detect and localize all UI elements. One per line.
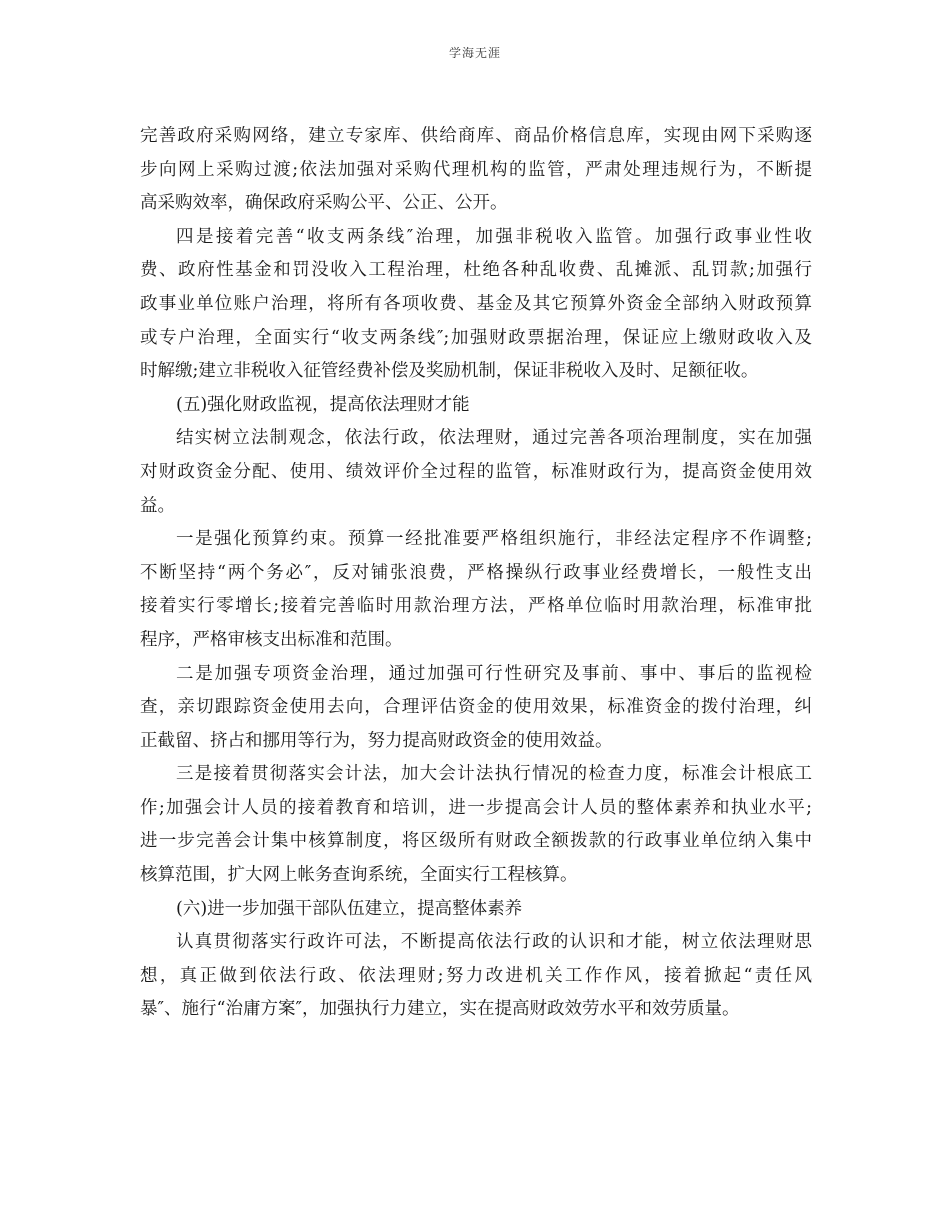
- text-line: (六)进一步加强干部队伍建立，提高整体素养: [176, 898, 523, 919]
- text-line: 一是强化预算约束。预算一经批准要严格组织施行，非经法定程序不作调整;: [176, 529, 812, 550]
- text-line: 三是接着贯彻落实会计法，加大会计法执行情况的检查力度，标准会计根底工: [176, 764, 812, 785]
- text-line: 对财政资金分配、使用、绩效评价全过程的监管，标准财政行为，提高资金使用效: [140, 461, 812, 482]
- text-line: 高采购效率，确保政府采购公平、公正、公开。: [140, 193, 508, 214]
- text-line: 认真贯彻落实行政许可法，不断提高依法行政的认识和才能，树立依法理财思: [176, 932, 812, 953]
- text-line: 政事业单位账户治理，将所有各项收费、基金及其它预算外资金全部纳入财政预算: [140, 293, 812, 314]
- text-line: (五)强化财政监视，提高依法理财才能: [176, 394, 470, 415]
- text-line: 正截留、挤占和挪用等行为，努力提高财政资金的使用效益。: [140, 730, 613, 751]
- text-line: 查，亲切跟踪资金使用去向，合理评估资金的使用效果，标准资金的拨付治理，纠: [140, 697, 812, 718]
- text-line: 或专户治理，全面实行“收支两条线″;加强财政票据治理，保证应上缴财政收入及: [140, 327, 812, 348]
- text-line: 益。: [140, 495, 175, 516]
- text-line: 步向网上采购过渡;依法加强对采购代理机构的监管，严肃处理违规行为，不断提: [140, 159, 812, 180]
- text-line: 结实树立法制观念，依法行政，依法理财，通过完善各项治理制度，实在加强: [176, 428, 812, 449]
- text-line: 作;加强会计人员的接着教育和培训，进一步提高会计人员的整体素养和执业水平;: [140, 797, 812, 818]
- text-line: 费、政府性基金和罚没收入工程治理，杜绝各种乱收费、乱摊派、乱罚款;加强行: [140, 260, 812, 281]
- text-line: 暴″、施行“治庸方案″，加强执行力建立，实在提高财政效劳水平和效劳质量。: [140, 999, 740, 1020]
- text-line: 核算范围，扩大网上帐务查询系统，全面实行工程核算。: [140, 865, 578, 886]
- text-line: 二是加强专项资金治理，通过加强可行性研究及事前、事中、事后的监视检: [176, 663, 812, 684]
- document-body: [140, 120, 812, 1027]
- text-line: 程序，严格审核支出标准和范围。: [140, 629, 403, 650]
- text-line: 四是接着完善“收支两条线″治理，加强非税收入监管。加强行政事业性收: [176, 226, 812, 247]
- text-line: 进一步完善会计集中核算制度，将区级所有财政全额拨款的行政事业单位纳入集中: [140, 831, 812, 852]
- text-line: 想，真正做到依法行政、依法理财;努力改进机关工作作风，接着掀起“责任风: [140, 965, 812, 986]
- page-header: 学海无涯: [448, 46, 501, 60]
- text-line: 接着实行零增长;接着完善临时用款治理方法，严格单位临时用款治理，标准审批: [140, 596, 812, 617]
- text-line: 时解缴;建立非税收入征管经费补偿及奖励机制，保证非税收入及时、足额征收。: [140, 361, 759, 382]
- text-line: 完善政府采购网络，建立专家库、供给商库、商品价格信息库，实现由网下采购逐: [140, 126, 812, 146]
- text-line: 不断坚持“两个务必″，反对铺张浪费，严格操纵行政事业经费增长，一般性支出: [140, 562, 812, 583]
